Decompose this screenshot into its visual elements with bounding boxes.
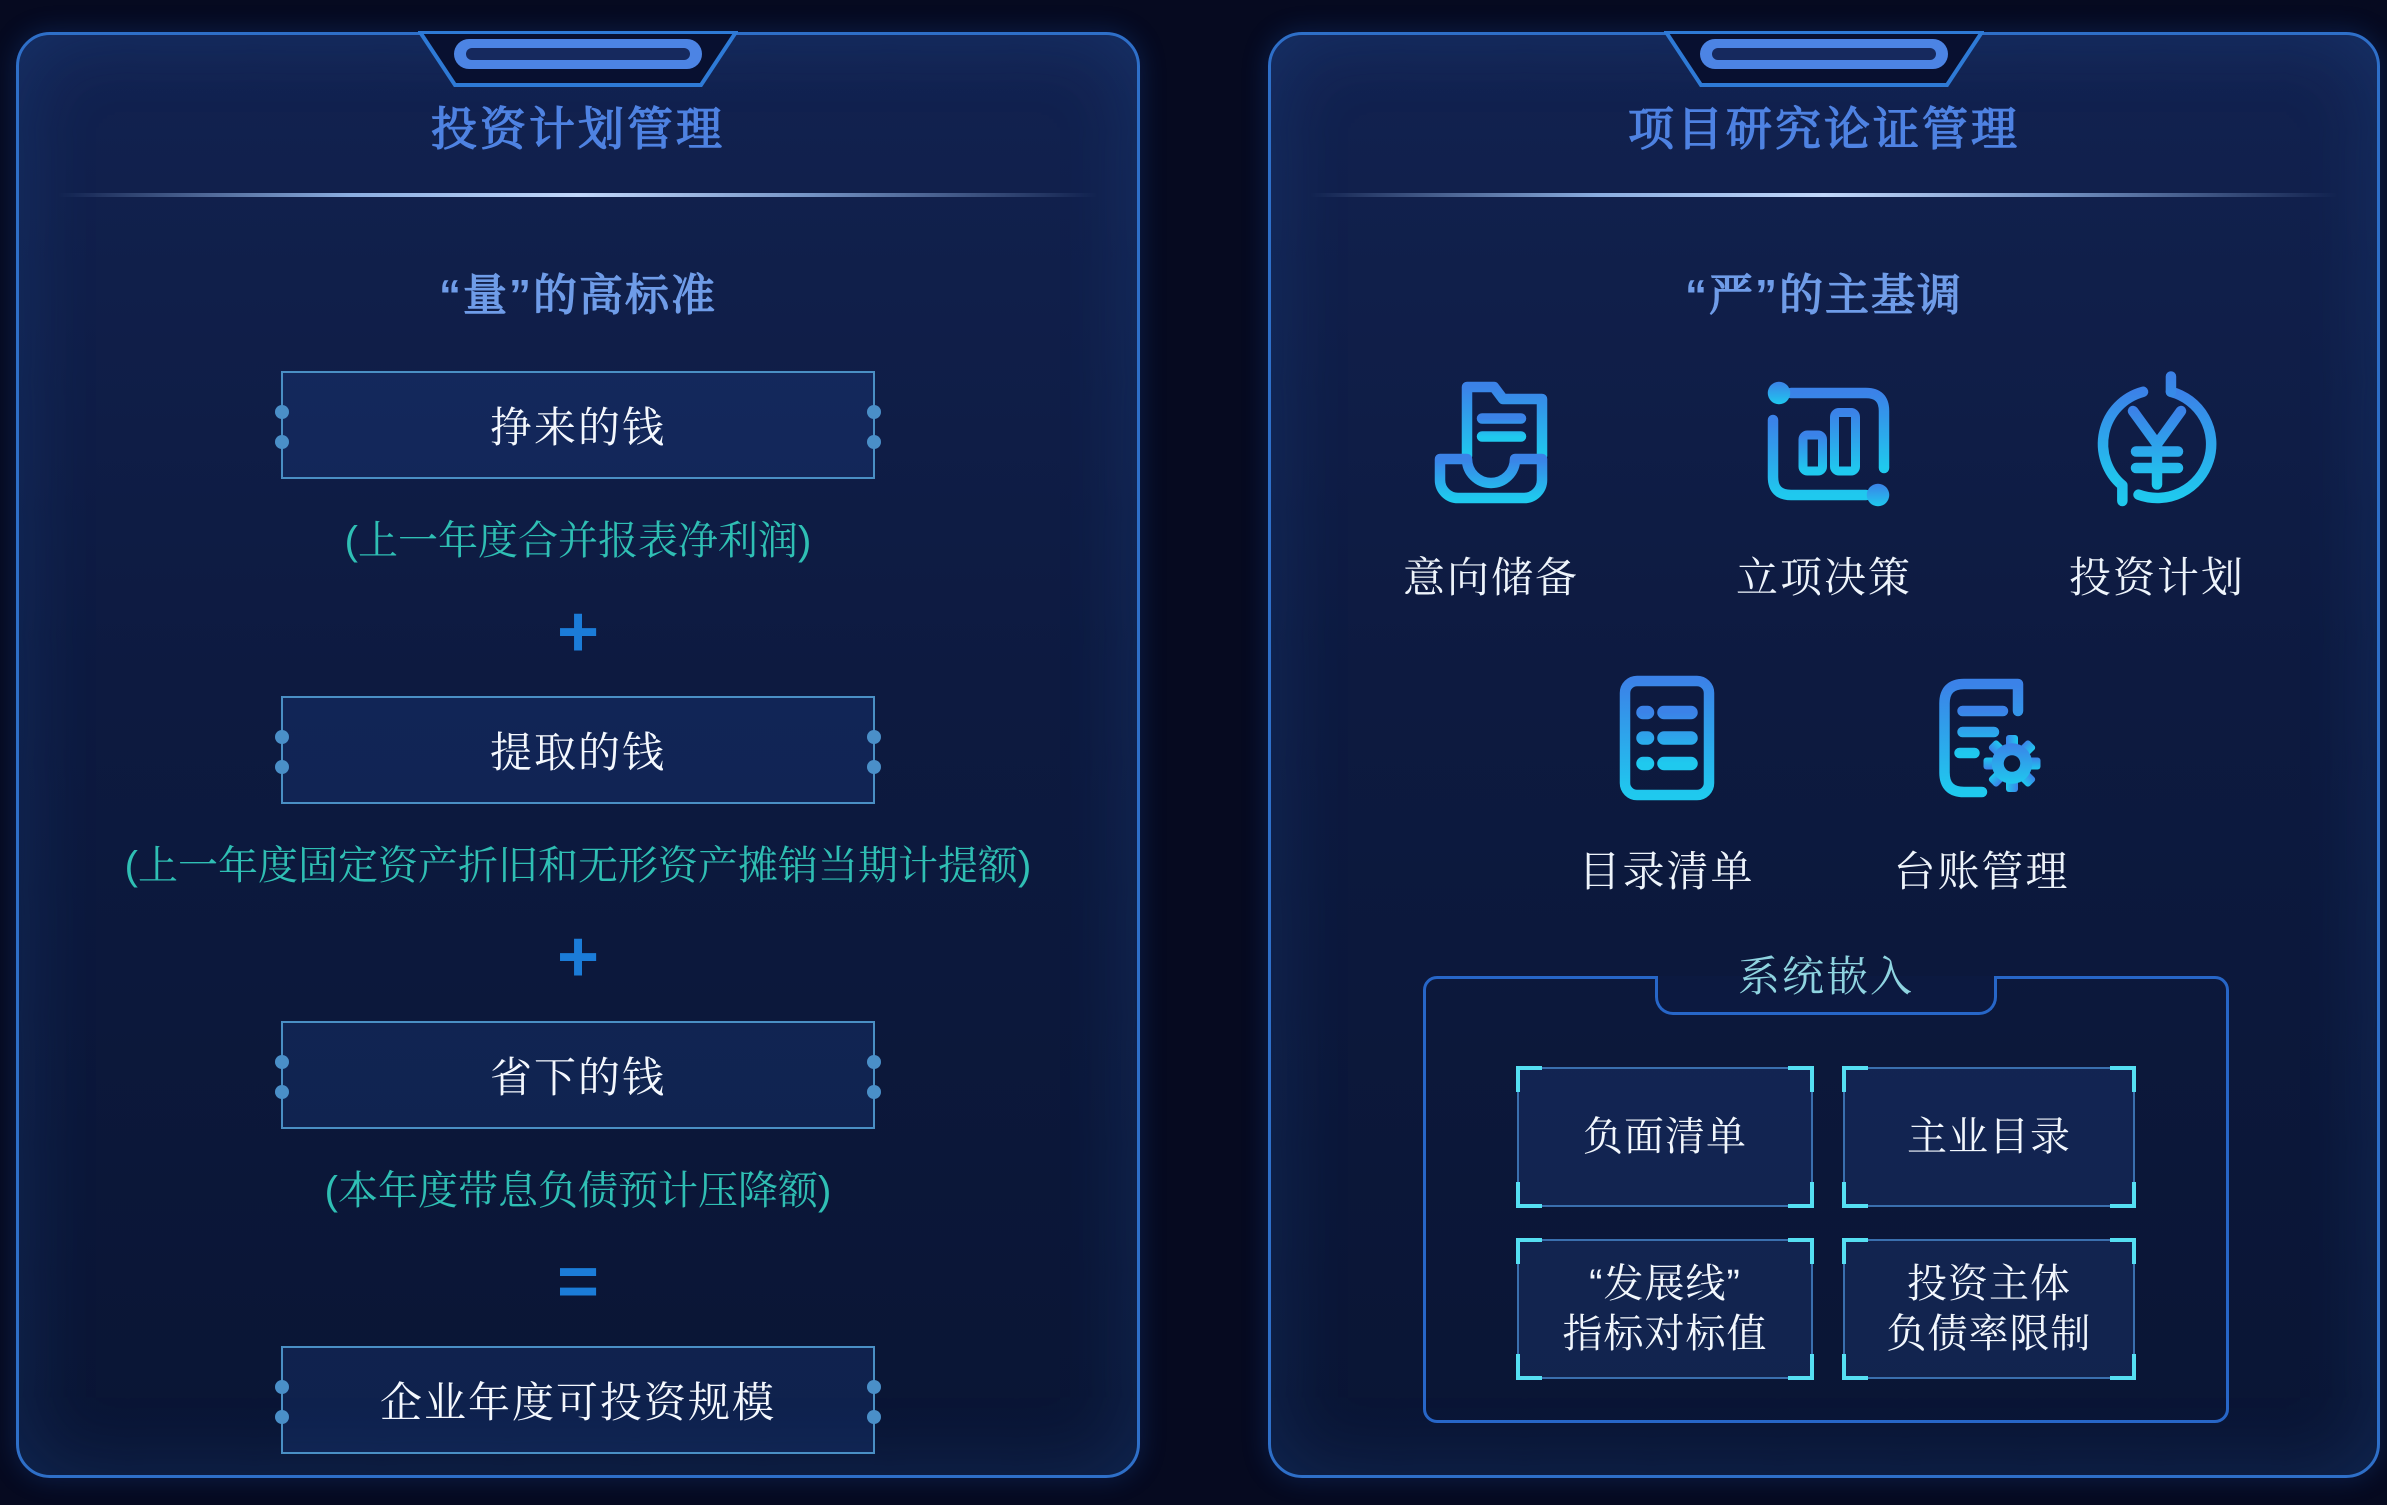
flow-box-label: 省下的钱 [489,1054,666,1101]
connector-dot [275,760,289,774]
flow-box-label: 挣来的钱 [489,404,666,451]
equals-operator: = [556,1242,600,1322]
connector-dot [275,1410,289,1424]
process-item-catalog-list [1557,663,1777,899]
embed-box-main-business-catalog [1843,1067,2135,1207]
flow-box-earned-money [281,371,875,479]
corner-bracket [2110,1182,2136,1208]
embed-box-line: 投资主体 [1907,1262,2071,1306]
embed-box-line: 主业目录 [1907,1115,2071,1159]
corner-bracket [1516,1238,1542,1264]
corner-bracket [2110,1238,2136,1264]
embed-box-debt-ratio-limit [1843,1239,2135,1379]
system-embed-label: 系统嵌入 [1737,953,1914,1000]
connector-dot [867,1055,881,1069]
process-item-label: 立项决策 [1735,554,1912,601]
document-gear-icon [1907,663,2057,813]
corner-bracket [1842,1066,1868,1092]
flow-caption: (上一年度合并报表净利润) [344,519,812,563]
corner-bracket [1516,1066,1542,1092]
section-subtitle: “严”的主基调 [1685,271,1963,320]
embed-box-line: 指标对标值 [1562,1312,1768,1356]
corner-bracket [1516,1354,1542,1380]
corner-bracket [2110,1066,2136,1092]
process-item-intention-reserve [1381,369,1601,605]
flow-caption: (本年度带息负债预计压降额) [324,1169,832,1213]
corner-bracket [1788,1354,1814,1380]
process-icon-row-2 [1271,663,2377,899]
system-embed-tab [1655,953,1997,1015]
list-document-icon [1592,663,1742,813]
embed-box-line: 负面清单 [1583,1115,1747,1159]
system-embed-grid [1517,1067,2135,1379]
process-item-investment-plan [2047,369,2267,605]
process-item-label: 投资计划 [2068,554,2245,601]
connector-dot [867,405,881,419]
connector-dot [867,760,881,774]
flow-box-extracted-money [281,696,875,804]
connector-dot [275,1055,289,1069]
connector-dot [867,1085,881,1099]
process-item-label: 目录清单 [1578,848,1755,895]
plus-operator: + [556,917,600,997]
connector-dot [275,1085,289,1099]
page-title: 投资计划管理 [431,103,725,155]
connector-dot [867,1410,881,1424]
process-item-label: 意向储备 [1402,554,1579,601]
corner-bracket [2110,1354,2136,1380]
corner-bracket [1788,1182,1814,1208]
process-icon-row-1 [1271,369,2377,605]
panel-top-notch [418,31,738,91]
embed-box-negative-list [1517,1067,1813,1207]
connector-dot [275,405,289,419]
investment-plan-panel [16,32,1140,1478]
connector-dot [867,1380,881,1394]
panel-top-notch [1664,31,1984,91]
corner-bracket [1842,1238,1868,1264]
connector-dot [867,730,881,744]
connector-dot [275,1380,289,1394]
system-embed-container [1423,953,2229,1423]
embed-box-line: “发展线” [1589,1262,1741,1306]
section-subtitle: “量”的高标准 [439,271,717,320]
connector-dot [275,435,289,449]
process-item-ledger-management [1872,663,2092,899]
process-item-project-decision [1714,369,1934,605]
flow-box-annual-investable-scale [281,1346,875,1454]
plus-operator: + [556,592,600,672]
flow-caption: (上一年度固定资产折旧和无形资产摊销当期计提额) [124,844,1032,888]
flow-box-saved-money [281,1021,875,1129]
flow-box-label: 提取的钱 [489,729,666,776]
corner-bracket [1842,1354,1868,1380]
calculation-flow [19,371,1137,1454]
process-item-label: 台账管理 [1893,848,2070,895]
embed-box-development-line-benchmark [1517,1239,1813,1379]
embed-box-line: 负债率限制 [1886,1312,2092,1356]
title-divider [1310,193,2339,197]
title-divider [58,193,1098,197]
corner-bracket [1516,1182,1542,1208]
connector-dot [275,730,289,744]
yuan-refresh-icon [2082,369,2232,519]
project-research-panel [1268,32,2380,1478]
connector-dot [867,435,881,449]
corner-bracket [1842,1182,1868,1208]
corner-bracket [1788,1238,1814,1264]
archive-folder-icon [1416,369,1566,519]
page-title: 项目研究论证管理 [1628,103,2020,155]
bar-chart-icon [1749,369,1899,519]
flow-box-label: 企业年度可投资规模 [379,1379,776,1426]
corner-bracket [1788,1066,1814,1092]
